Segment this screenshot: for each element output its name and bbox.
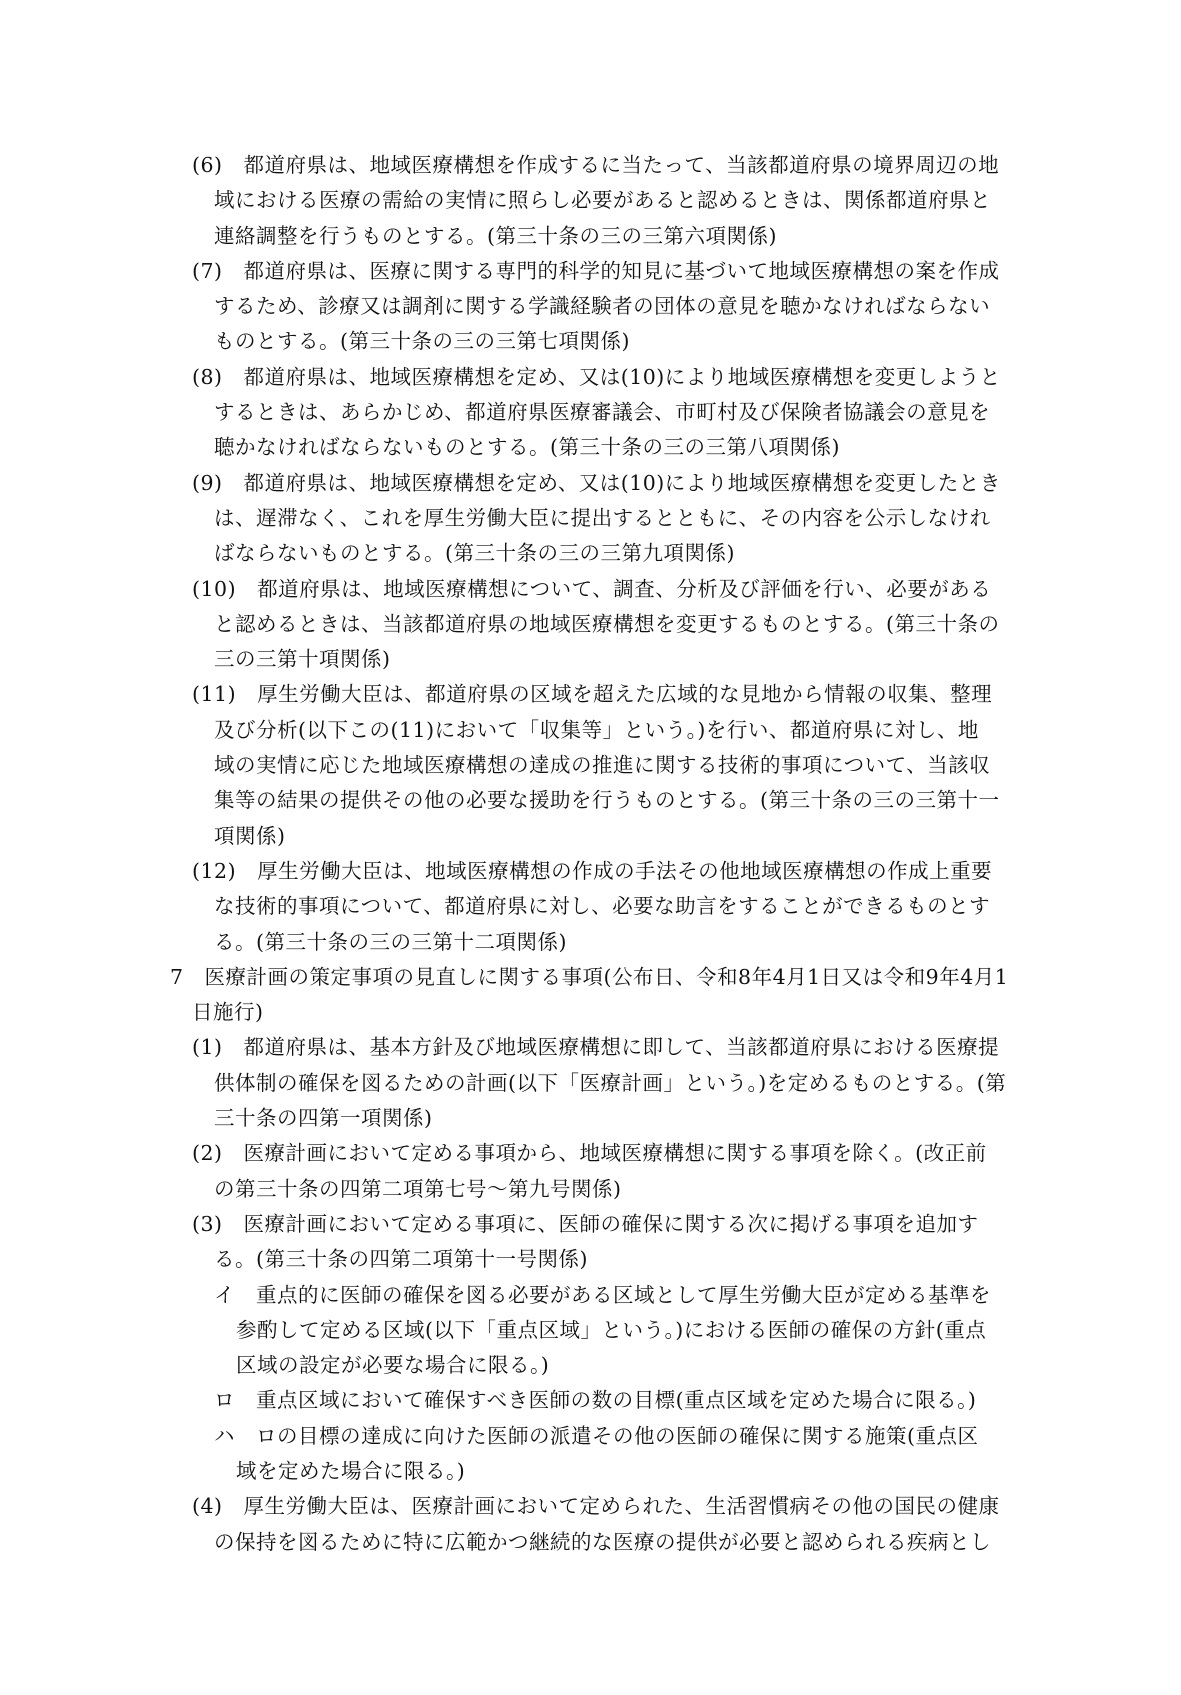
text-line: 域を定めた場合に限る。) <box>236 1458 466 1483</box>
numbered-paragraph <box>170 254 1040 360</box>
text-line: 連絡調整を行うものとする。(第三十条の三の三第六項関係) <box>214 223 777 248</box>
text-line: ばならないものとする。(第三十条の三の三第九項関係) <box>214 541 735 566</box>
numbered-paragraph <box>170 1136 1040 1207</box>
text-line: (7) 都道府県は、医療に関する専門的科学的知見に基づいて地域医療構想の案を作成 <box>192 258 1000 283</box>
text-line: (1) 都道府県は、基本方針及び地域医療構想に即して、当該都道府県における医療提 <box>192 1035 1000 1060</box>
text-line: するため、診療又は調剤に関する学識経験者の団体の意見を聴かなければならない <box>214 294 991 319</box>
text-line: (11) 厚生労働大臣は、都道府県の区域を超えた広域的な見地から情報の収集、整理 <box>192 682 993 707</box>
text-line: 供体制の確保を図るための計画(以下「医療計画」という。)を定めるものとする。(第 <box>214 1070 1007 1095</box>
text-line: る。(第三十条の四第二項第十一号関係) <box>214 1247 588 1272</box>
text-line: (6) 都道府県は、地域医療構想を作成するに当たって、当該都道府県の境界周辺の地 <box>192 153 1000 177</box>
text-line: ハ ロの目標の達成に向けた医師の派遣その他の医師の確保に関する施策(重点区 <box>214 1423 979 1448</box>
document-body <box>170 148 1040 1560</box>
text-line: な技術的事項について、都道府県に対し、必要な助言をすることができるものとす <box>214 894 991 919</box>
text-line: 三十条の四第一項関係) <box>214 1106 433 1131</box>
numbered-paragraph <box>170 360 1040 466</box>
text-line: 域における医療の需給の実情に照らし必要があると認めるときは、関係都道府県と <box>214 188 991 213</box>
text-line: 参酌して定める区域(以下「重点区域」という。)における医師の確保の方針(重点 <box>236 1317 987 1342</box>
text-line: (10) 都道府県は、地域医療構想について、調査、分析及び評価を行い、必要がある <box>192 576 992 601</box>
text-line: (3) 医療計画において定める事項に、医師の確保に関する次に掲げる事項を追加す <box>192 1211 979 1236</box>
text-line: (4) 厚生労働大臣は、医療計画において定められた、生活習慣病その他の国民の健康 <box>192 1494 1000 1519</box>
text-line: 項関係) <box>214 823 286 848</box>
text-line: の保持を図るために特に広範かつ継続的な医療の提供が必要と認められる疾病とし <box>214 1529 991 1554</box>
text-line: 7 医療計画の策定事項の見直しに関する事項(公布日、令和8年4月1日又は令和9年4月1 <box>170 964 1009 989</box>
text-line: 域の実情に応じた地域医療構想の達成の推進に関する技術的事項について、当該収 <box>214 753 991 778</box>
text-line: の第三十条の四第二項第七号～第九号関係) <box>214 1176 622 1201</box>
section-heading <box>170 960 1040 1031</box>
text-line: 及び分析(以下この(11)において「収集等」という。)を行い、都道府県に対し、地 <box>214 717 979 742</box>
numbered-paragraph <box>170 466 1040 572</box>
text-line: (2) 医療計画において定める事項から、地域医療構想に関する事項を除く。(改正前 <box>192 1141 987 1166</box>
sub-list-item <box>170 1278 1040 1384</box>
text-line: するときは、あらかじめ、都道府県医療審議会、市町村及び保険者協議会の意見を <box>214 400 991 425</box>
text-line: は、遅滞なく、これを厚生労働大臣に提出するとともに、その内容を公示しなけれ <box>214 505 991 530</box>
numbered-paragraph <box>170 148 1040 254</box>
numbered-paragraph <box>170 1207 1040 1278</box>
text-line: と認めるときは、当該都道府県の地域医療構想を変更するものとする。(第三十条の <box>214 611 1000 636</box>
text-line: 三の三第十項関係) <box>214 647 391 672</box>
numbered-paragraph <box>170 1030 1040 1136</box>
numbered-paragraph <box>170 572 1040 678</box>
text-line: ものとする。(第三十条の三の三第七項関係) <box>214 329 630 354</box>
numbered-paragraph <box>170 1489 1040 1560</box>
numbered-paragraph <box>170 677 1040 853</box>
text-line: (8) 都道府県は、地域医療構想を定め、又は(10)により地域医療構想を変更しようと <box>192 364 1001 389</box>
text-line: (12) 厚生労働大臣は、地域医療構想の作成の手法その他地域医療構想の作成上重要 <box>192 858 993 883</box>
text-line: る。(第三十条の三の三第十二項関係) <box>214 929 567 954</box>
numbered-paragraph <box>170 854 1040 960</box>
text-line: イ 重点的に医師の確保を図る必要がある区域として厚生労働大臣が定める基準を <box>214 1282 991 1307</box>
sub-list-item <box>170 1419 1040 1490</box>
text-line: 聴かなければならないものとする。(第三十条の三の三第八項関係) <box>214 435 840 460</box>
text-line: ロ 重点区域において確保すべき医師の数の目標(重点区域を定めた場合に限る。) <box>214 1388 977 1413</box>
text-line: (9) 都道府県は、地域医療構想を定め、又は(10)により地域医療構想を変更したとき <box>192 470 1001 495</box>
sub-list-item <box>170 1383 1040 1418</box>
text-line: 日施行) <box>192 1000 264 1025</box>
text-line: 区域の設定が必要な場合に限る。) <box>236 1353 550 1378</box>
text-line: 集等の結果の提供その他の必要な援助を行うものとする。(第三十条の三の三第十一 <box>214 788 1000 813</box>
